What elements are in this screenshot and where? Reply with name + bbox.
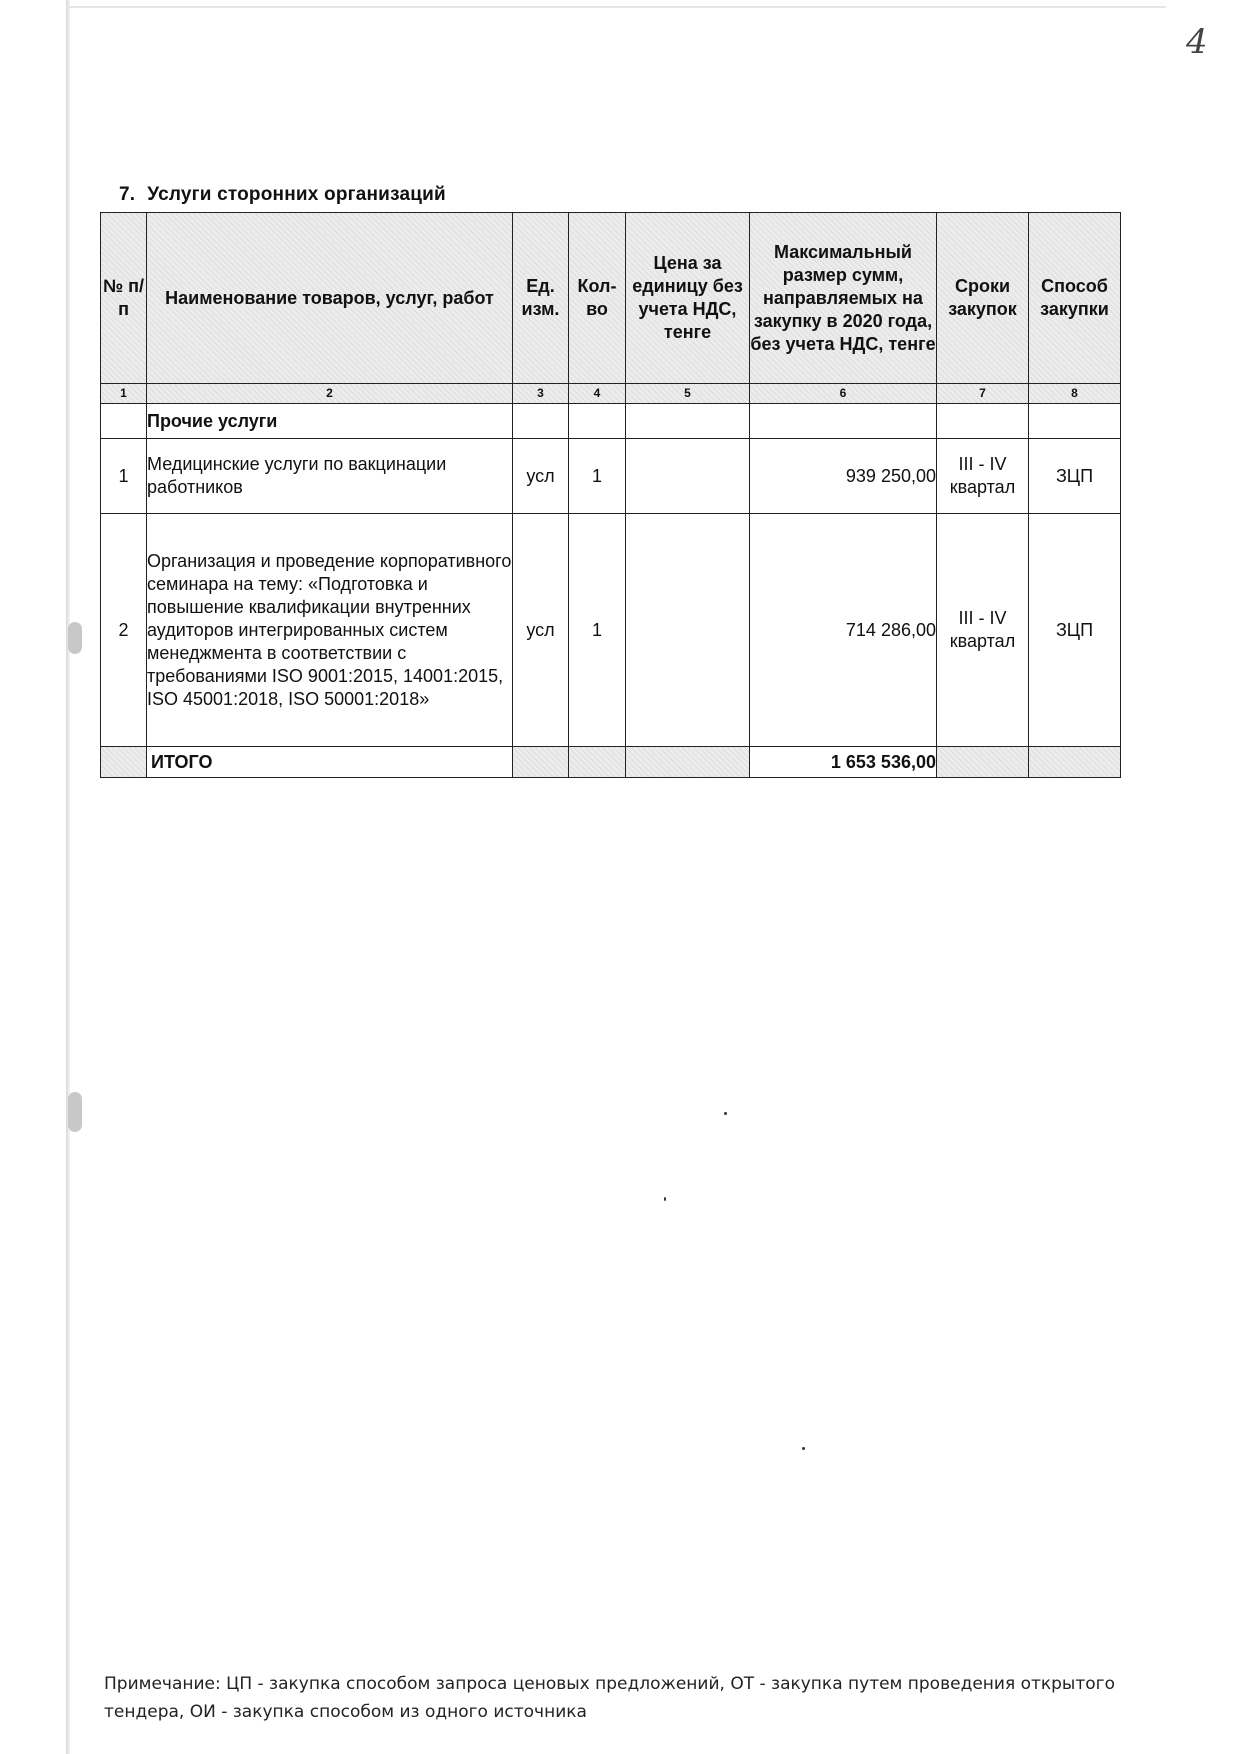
empty-cell: [1029, 404, 1121, 439]
column-number: 5: [626, 384, 750, 404]
column-number: 4: [569, 384, 626, 404]
empty-cell: [626, 404, 750, 439]
section-title-text: Услуги сторонних организаций: [147, 184, 446, 205]
empty-cell: [513, 404, 569, 439]
row-unit: усл: [513, 439, 569, 514]
empty-cell: [569, 747, 626, 778]
punch-hole-mark: [68, 622, 82, 654]
empty-cell: [937, 404, 1029, 439]
punch-hole-mark: [68, 1092, 82, 1132]
header-cell-number: № п/п: [101, 213, 147, 384]
table-row: [101, 439, 1121, 514]
empty-cell: [513, 747, 569, 778]
header-cell-unit: Ед. изм.: [513, 213, 569, 384]
column-number: 8: [1029, 384, 1121, 404]
row-quantity: 1: [569, 439, 626, 514]
row-quantity: 1: [569, 514, 626, 747]
row-amount: 939 250,00: [750, 439, 937, 514]
scan-speck: [724, 1112, 727, 1115]
column-number: 6: [750, 384, 937, 404]
table-row: [101, 514, 1121, 747]
header-cell-quantity: Кол-во: [569, 213, 626, 384]
row-period: III - IV квартал: [937, 439, 1029, 514]
table-header-row: [101, 213, 1121, 384]
header-cell-max-amount: Максимальный размер сумм, направляемых на закупку в 2020 года, без учета НДС, тенге: [750, 213, 937, 384]
row-number: 1: [101, 439, 147, 514]
total-label: ИТОГО: [147, 747, 513, 778]
total-amount: 1 653 536,00: [750, 747, 937, 778]
row-unit: усл: [513, 514, 569, 747]
procurement-table: [100, 212, 1121, 778]
empty-cell: [937, 747, 1029, 778]
empty-cell: [626, 747, 750, 778]
row-name: Медицинские услуги по вакцинации работников: [147, 439, 513, 514]
column-number: 1: [101, 384, 147, 404]
empty-cell: [569, 404, 626, 439]
row-number: 2: [101, 514, 147, 747]
empty-cell: [101, 747, 147, 778]
empty-cell: [750, 404, 937, 439]
header-cell-name: Наименование товаров, услуг, работ: [147, 213, 513, 384]
footnote: Примечание: ЦП - закупка способом запроса ценовых предложений, ОТ - закупка путем проведения открытого тендера, ОИ - закупка способом из одного источника: [104, 1674, 1115, 1722]
section-number: 7.: [119, 184, 136, 205]
row-method: ЗЦП: [1029, 514, 1121, 747]
row-period: III - IV квартал: [937, 514, 1029, 747]
scan-speck: [802, 1447, 805, 1450]
total-row: [101, 747, 1121, 778]
scan-shadow-top: [66, 6, 1166, 8]
empty-cell: [101, 404, 147, 439]
row-unit-price: [626, 514, 750, 747]
category-row: [101, 404, 1121, 439]
column-number: 3: [513, 384, 569, 404]
section-title: [119, 184, 446, 206]
column-number: 2: [147, 384, 513, 404]
row-amount: 714 286,00: [750, 514, 937, 747]
header-cell-unit-price: Цена за единицу без учета НДС, тенге: [626, 213, 750, 384]
header-cell-method: Способ закупки: [1029, 213, 1121, 384]
scan-speck: [664, 1197, 666, 1201]
category-label: Прочие услуги: [147, 404, 513, 439]
row-unit-price: [626, 439, 750, 514]
row-method: ЗЦП: [1029, 439, 1121, 514]
page-number: 4: [1186, 22, 1208, 62]
scan-shadow-left: [66, 0, 70, 1754]
header-cell-period: Сроки закупок: [937, 213, 1029, 384]
column-number: 7: [937, 384, 1029, 404]
column-number-row: [101, 384, 1121, 404]
row-name: Организация и проведение корпоративного семинара на тему: «Подготовка и повышение квалификации внутренних аудиторов интегрированных систем менеджмента в соответствии с требованиями ISO 9001:2015, 14001:2015, ISO 45001:2018, ISO 50001:2018»: [147, 514, 513, 747]
empty-cell: [1029, 747, 1121, 778]
